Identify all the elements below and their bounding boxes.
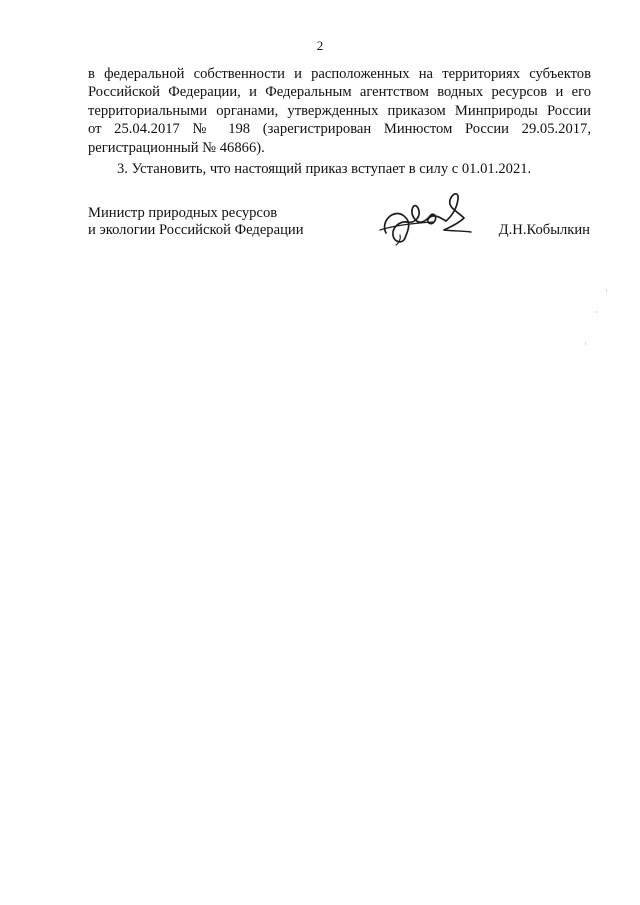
item-3: 3. Установить, что настоящий приказ вступает в силу с 01.01.2021. — [117, 161, 532, 178]
signer-position-line-1: Министр природных ресурсов — [88, 205, 278, 221]
signer-name: Д.Н.Кобылкин — [498, 222, 590, 238]
scan-mark — [606, 289, 607, 292]
page-number: 2 — [316, 38, 324, 53]
paragraph-line: территориальными органами, утвержденных приказом Минприроды России — [88, 102, 591, 119]
paragraph-line: в федеральной собственности и расположенных на территориях субъектов — [88, 66, 591, 82]
handwritten-signature-icon — [376, 187, 476, 249]
scan-mark — [585, 342, 586, 345]
signature-block — [88, 201, 591, 271]
paragraph-line: от 25.04.2017 № 198 (зарегистрирован Минюстом России 29.05.2017, — [88, 121, 591, 138]
paragraph-line: регистрационный № 46866). — [88, 139, 265, 156]
signer-title — [88, 205, 304, 239]
paragraph-line: Российской Федерации, и Федеральным агентством водных ресурсов и его — [88, 84, 591, 101]
scan-mark — [596, 311, 597, 313]
signer-position-line-2: и экологии Российской Федерации — [88, 221, 304, 238]
document-body — [88, 65, 591, 178]
